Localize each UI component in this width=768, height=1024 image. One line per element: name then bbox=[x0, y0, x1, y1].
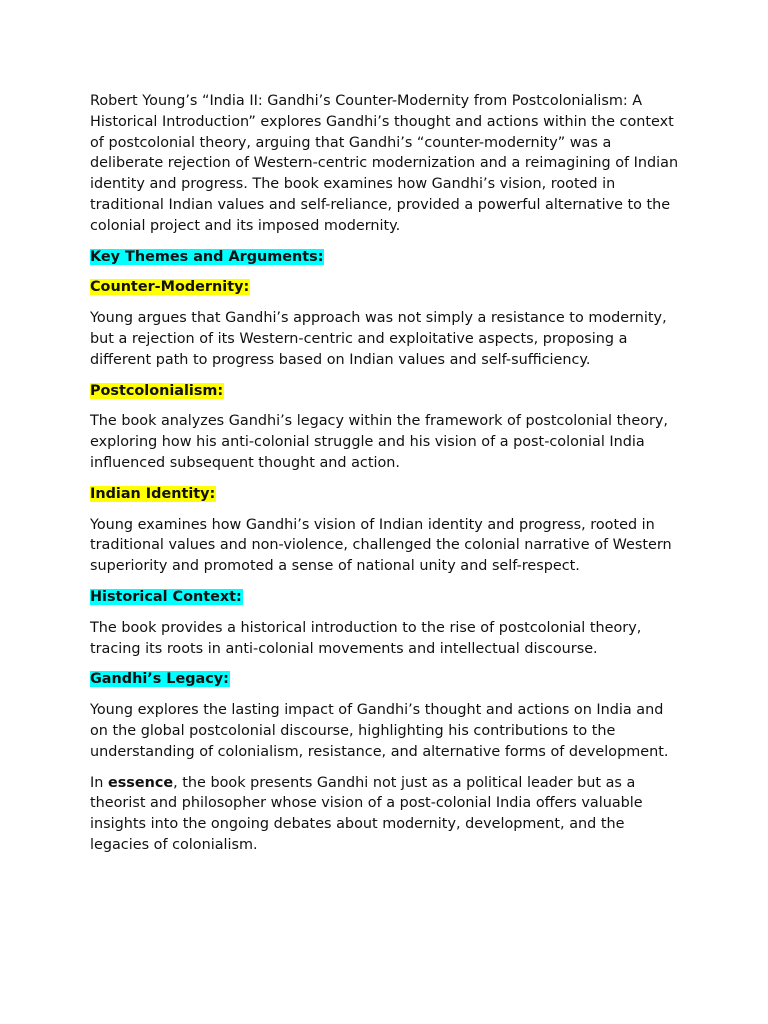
section-heading-historical-context bbox=[90, 587, 678, 608]
section-body-postcolonialism: The book analyzes Gandhi’s legacy within the framework of postcolonial theory, exploring how his anti-colonial struggle and his vision of a post-colonial India influenced subsequent thought and action. bbox=[90, 413, 669, 471]
section-heading-text: Historical Context: bbox=[90, 588, 242, 605]
conclusion-prefix: In bbox=[90, 774, 108, 791]
section-body-historical-context: The book provides a historical introduction to the rise of postcolonial theory, tracing its roots in anti-colonial movements and intellectual discourse. bbox=[90, 619, 642, 657]
conclusion-bold-word: essence bbox=[107, 774, 174, 791]
conclusion-rest: , the book presents Gandhi not just as a political leader but as a theorist and philosopher whose vision of a post-colonial India offers valuable insights into the ongoing debates about modernity, development, and the legacies of colonialism. bbox=[90, 774, 643, 853]
key-themes-heading-text: Key Themes and Arguments: bbox=[90, 248, 324, 265]
section-heading-text: Gandhi’s Legacy: bbox=[90, 671, 229, 688]
section-heading-postcolonialism bbox=[90, 381, 678, 402]
section-heading-text: Indian Identity: bbox=[90, 485, 216, 502]
section-heading-text: Counter-Modernity: bbox=[90, 279, 250, 296]
section-body-gandhis-legacy: Young explores the lasting impact of Gandhi’s thought and actions on India and on the global postcolonial discourse, highlighting his contributions to the understanding of colonialism, resistance, and alternative forms of development. bbox=[90, 702, 669, 760]
key-themes-heading bbox=[90, 247, 678, 268]
section-heading-text: Postcolonialism: bbox=[90, 382, 224, 399]
section-body-counter-modernity: Young argues that Gandhi’s approach was not simply a resistance to modernity, but a rejection of its Western-centric and exploitative aspects, proposing a different path to progress based on Indian values and self-sufficiency. bbox=[90, 310, 667, 368]
section-heading-counter-modernity bbox=[90, 277, 678, 298]
section-body-indian-identity: Young examines how Gandhi’s vision of Indian identity and progress, rooted in traditional values and non-violence, challenged the colonial narrative of Western superiority and promoted a sense of national unity and self-respect. bbox=[90, 516, 672, 575]
section-heading-gandhis-legacy bbox=[90, 669, 678, 690]
intro-paragraph: Robert Young’s “India II: Gandhi’s Counter-Modernity from Postcolonialism: A Historical Introduction” explores Gandhi’s thought and actions within the context of postcolonial theory, arguing that Gandhi’s “counter-modernity” was a deliberate rejection of Western-centric modernization and a reimagining of Indian identity and progress. The book examines how Gandhi’s vision, rooted in traditional Indian values and self-reliance, provided a powerful alternative to the colonial project and its imposed modernity. bbox=[90, 93, 679, 234]
section-heading-indian-identity bbox=[90, 484, 678, 505]
conclusion-paragraph bbox=[90, 773, 680, 856]
